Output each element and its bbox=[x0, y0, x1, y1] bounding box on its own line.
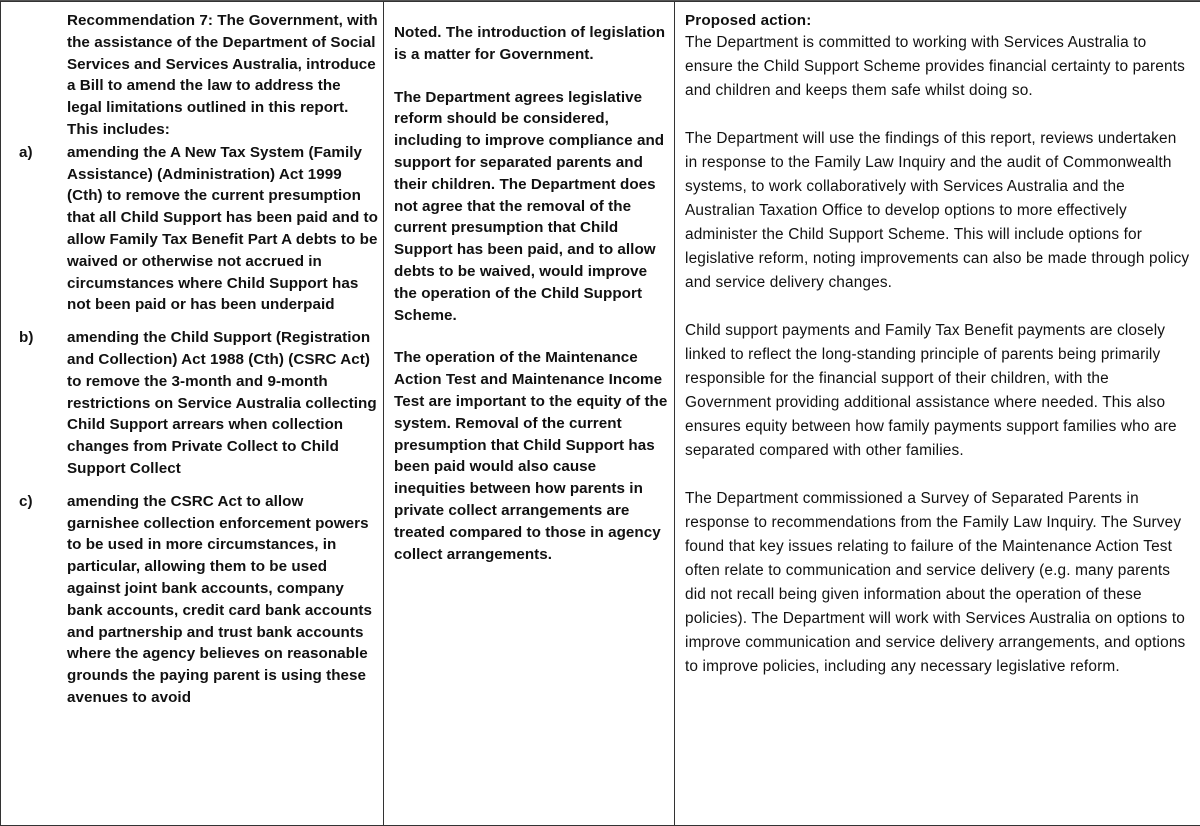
response-paragraph: The Department agrees legislative reform should be considered, including to improve compliance and support for separated parents and their children. The Department does not agree that the removal of the current presumption that Child Support has been paid, and to allow debts to be waived, would improve the operation of the Child Support Scheme. bbox=[394, 87, 670, 327]
recommendation-subitem bbox=[67, 142, 379, 316]
proposed-action-heading: Proposed action: bbox=[685, 11, 1193, 31]
subitem-label: b) bbox=[19, 327, 49, 349]
recommendation-cell bbox=[1, 2, 384, 826]
response-cell bbox=[384, 2, 675, 826]
subitem-text: amending the CSRC Act to allow garnishee collection enforcement powers to be used in more circumstances, in particular, allowing them to be used against joint bank accounts, company bank accounts, credit card bank accounts and partnership and trust bank accounts where the agency believes on reasonable grounds the paying parent is using these avenues to avoid bbox=[67, 491, 379, 709]
subitem-text: amending the Child Support (Registration and Collection) Act 1988 (Cth) (CSRC Act) to remove the 3-month and 9-month restrictions on Service Australia collecting Child Support arrears when collection changes from Private Collect to Child Support Collect bbox=[67, 327, 379, 480]
proposed-action-cell bbox=[675, 2, 1200, 826]
action-paragraph: Child support payments and Family Tax Benefit payments are closely linked to reflect the long-standing principle of parents being primarily responsible for the financial support of their children, with the Government providing additional assistance where needed. This also ensures equity between how family payments support families who are separated compared with other families. bbox=[685, 319, 1193, 463]
subitem-label: c) bbox=[19, 491, 49, 513]
table-row bbox=[1, 2, 1200, 826]
recommendation-response-table bbox=[0, 1, 1200, 826]
response-paragraph: The operation of the Maintenance Action Test and Maintenance Income Test are important to the equity of the system. Removal of the current presumption that Child Support has been paid would also cause inequities between how parents in private collect arrangements are treated compared to those in agency collect arrangements. bbox=[394, 347, 670, 565]
response-paragraph: Noted. The introduction of legislation is a matter for Government. bbox=[394, 22, 670, 66]
action-paragraph: The Department will use the findings of this report, reviews undertaken in response to the Family Law Inquiry and the audit of Commonwealth systems, to work collaboratively with Services Australia and the Australian Taxation Office to develop options to more effectively administer the Child Support Scheme. This will include options for legislative reform, noting improvements can also be made through policy and service delivery changes. bbox=[685, 127, 1193, 295]
subitem-text: amending the A New Tax System (Family Assistance) (Administration) Act 1999 (Cth) to remove the current presumption that all Child Support has been paid and to allow Family Tax Benefit Part A debts to be waived or otherwise not accrued in circumstances where Child Support has not been paid or has been underpaid bbox=[67, 142, 379, 316]
action-paragraph: The Department commissioned a Survey of Separated Parents in response to recommendations from the Family Law Inquiry. The Survey found that key issues relating to failure of the Maintenance Action Test often relate to communication and service delivery (e.g. many parents did not recall being given information about the operation of these policies). The Department will work with Services Australia on options to improve communication and service delivery arrangements, and options to improve policies, including any necessary legislative reform. bbox=[685, 487, 1193, 679]
recommendation-subitem bbox=[67, 491, 379, 709]
recommendation-heading: Recommendation 7: The Government, with the assistance of the Department of Social Services and Services Australia, introduce a Bill to amend the law to address the legal limitations outlined in this report. This includes: bbox=[67, 10, 379, 141]
recommendation-subitem bbox=[67, 327, 379, 480]
paragraph-spacer bbox=[394, 66, 670, 87]
subitem-label: a) bbox=[19, 142, 49, 164]
action-paragraph: The Department is committed to working with Services Australia to ensure the Child Support Scheme provides financial certainty to parents and children and keeps them safe whilst doing so. bbox=[685, 31, 1193, 103]
paragraph-spacer bbox=[394, 326, 670, 347]
